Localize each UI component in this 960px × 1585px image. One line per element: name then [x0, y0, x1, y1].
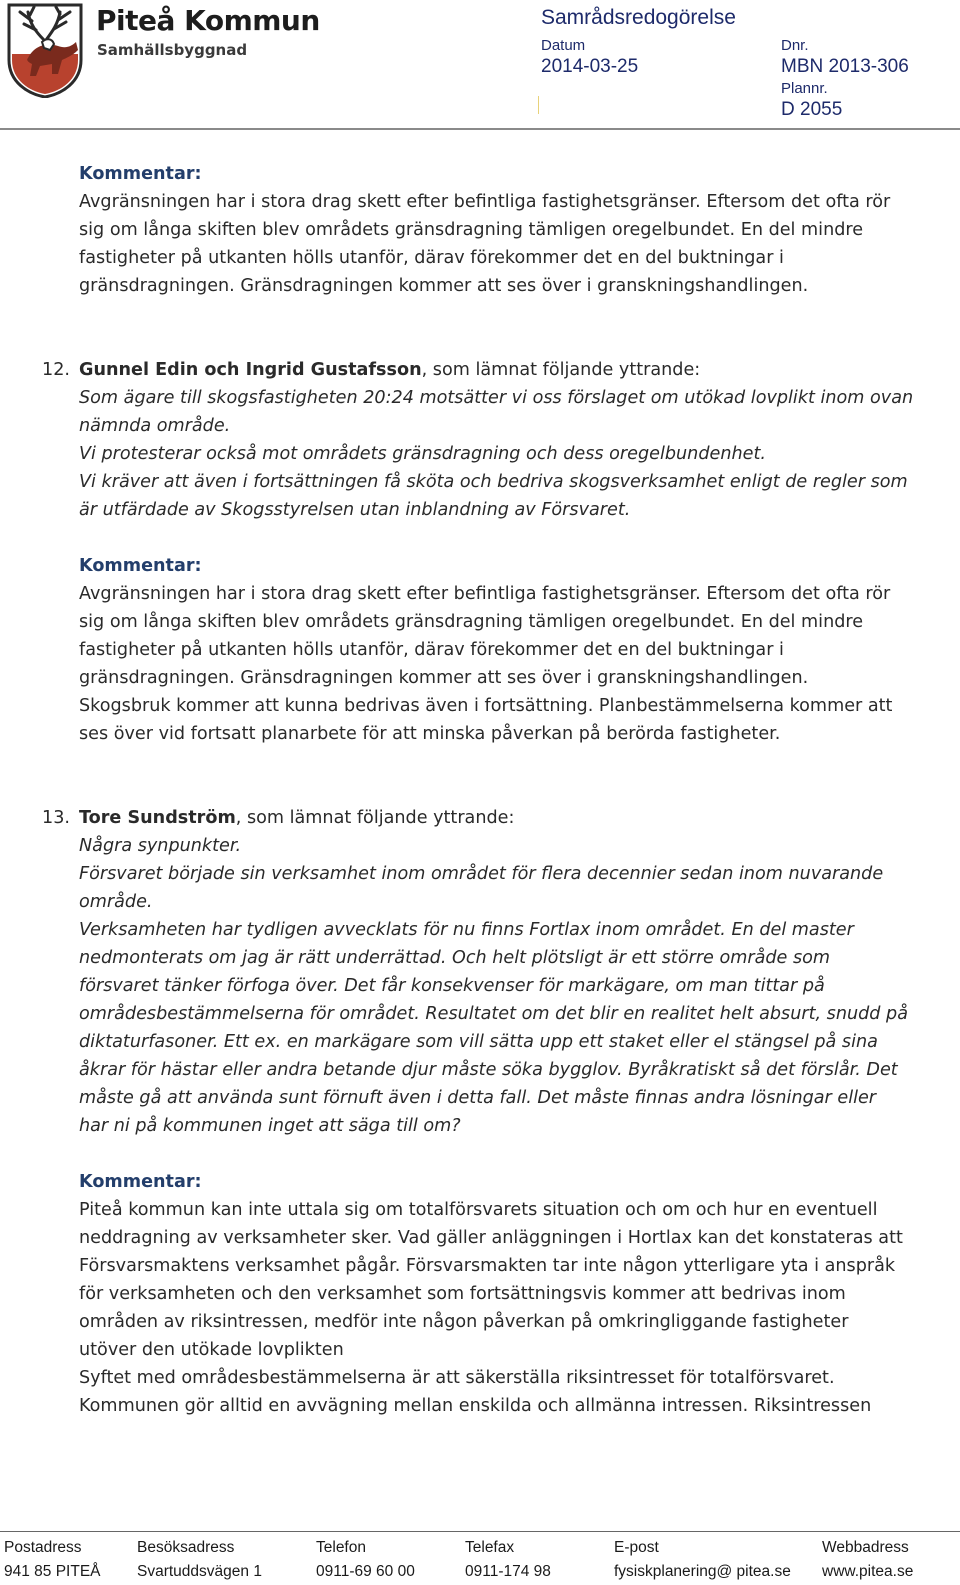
item-number: 13. [42, 808, 70, 828]
item-12-header [0, 356, 960, 384]
comment-heading: Kommentar: [79, 164, 202, 184]
footer-postadress-value: 941 85 PITEÅ [4, 1563, 101, 1580]
reindeer-crest-icon [6, 2, 84, 98]
footer-epost-link[interactable]: fysiskplanering@ pitea.se [614, 1563, 791, 1580]
org-name: Piteå Kommun [96, 4, 320, 37]
footer-telefon-label: Telefon [316, 1539, 366, 1556]
statement-line: Vi protesterar också mot områdets gränsdragning och dess oregelbundenhet. [79, 444, 766, 464]
statement-line: Verksamheten har tydligen avvecklats för nu finns Fortlax inom området. En del master [79, 920, 854, 940]
comment-line: Piteå kommun kan inte uttala sig om totalförsvarets situation och om och hur en eventuell [79, 1200, 878, 1220]
comment-line: områden av riksintressen, medför inte någon påverkan på omkringliggande fastigheter [79, 1312, 849, 1332]
dnr-value: MBN 2013-306 [781, 56, 909, 77]
respondent-name: Tore Sundström [79, 808, 236, 828]
statement-line: Som ägare till skogsfastigheten 20:24 motsätter vi oss förslaget om utökad lovplikt inom ovan [79, 388, 914, 408]
footer-telefax-value: 0911-174 98 [465, 1563, 551, 1580]
comment-line: Syftet med områdesbestämmelserna är att säkerställa riksintresset för totalförsvaret. [79, 1368, 835, 1388]
comment-line: ses över vid fortsatt planarbete för att minska påverkan på berörda fastigheter. [79, 724, 781, 744]
datum-label: Datum [541, 37, 586, 54]
comment-line: Avgränsningen har i stora drag skett efter befintliga fastighetsgränser. Eftersom det ofta rör [79, 192, 891, 212]
footer-telefon-value: 0911-69 60 00 [316, 1563, 415, 1580]
comment-line: sig om långa skiften blev områdets gränsdragning tämligen oregelbundet. En del mindre [79, 220, 864, 240]
plannr-label: Plannr. [781, 80, 828, 97]
comment-line: neddragning av verksamheter sker. Vad gäller anläggningen i Hortlax kan det konstateras att [79, 1228, 903, 1248]
comment-line: för verksamheten och den verksamhet som fortsättningsvis kommer att bedrivas inom [79, 1284, 846, 1304]
footer-postadress-label: Postadress [4, 1539, 82, 1556]
comment-heading: Kommentar: [79, 556, 202, 576]
comment-line: fastigheter på utkanten hölls utanför, därav förekommer det en del buktningar i [79, 640, 784, 660]
statement-line: har ni på kommunen inget att säga till om? [79, 1116, 461, 1136]
respondent-name: Gunnel Edin och Ingrid Gustafsson [79, 360, 422, 380]
comment-line: sig om långa skiften blev områdets gränsdragning tämligen oregelbundet. En del mindre [79, 612, 864, 632]
comment-line: Skogsbruk kommer att kunna bedrivas även i fortsättning. Planbestämmelserna kommer att [79, 696, 893, 716]
statement-line: är utfärdade av Skogsstyrelsen utan inblandning av Försvaret. [79, 500, 631, 520]
statement-line: nedmonterats om jag är rätt underrättad. Och helt plötsligt är ett större område som [79, 948, 831, 968]
statement-line: Vi kräver att även i fortsättningen få sköta och bedriva skogsverksamhet enligt de regler som [79, 472, 908, 492]
item-number: 12. [42, 360, 70, 380]
datum-value: 2014-03-25 [541, 56, 639, 77]
statement-line: område. [79, 892, 153, 912]
statement-line: områdesbestämmelserna för området. Resultatet om det blir en realitet helt absurt, snudd på [79, 1004, 909, 1024]
statement-line: Några synpunkter. [79, 836, 242, 856]
footer-divider [0, 1531, 960, 1532]
comment-line: utöver den utökade lovplikten [79, 1340, 344, 1360]
footer-webbadress-link[interactable]: www.pitea.se [822, 1563, 914, 1580]
footer-telefax-label: Telefax [465, 1539, 515, 1556]
comment-line: gränsdragningen. Gränsdragningen kommer att ses över i granskningshandlingen. [79, 668, 809, 688]
comment-line: gränsdragningen. Gränsdragningen kommer att ses över i granskningshandlingen. [79, 276, 809, 296]
comment-line: Avgränsningen har i stora drag skett efter befintliga fastighetsgränser. Eftersom det ofta rör [79, 584, 891, 604]
statement-line: Försvaret började sin verksamhet inom området för flera decennier sedan inom nuvarande [79, 864, 884, 884]
statement-line: nämnda område. [79, 416, 231, 436]
comment-line: fastigheter på utkanten hölls utanför, därav förekommer det en del buktningar i [79, 248, 784, 268]
statement-line: försvaret tänker förfoga över. Det får konsekvenser för markägare, om man tittar på [79, 976, 825, 996]
decorative-tick [538, 96, 539, 114]
dnr-label: Dnr. [781, 37, 809, 54]
org-department: Samhällsbyggnad [97, 41, 248, 59]
statement-line: måste gå att använda sunt förnuft även i detta fall. Det måste finnas andra lösningar eller [79, 1088, 877, 1108]
respondent-intro: , som lämnat följande yttrande: [235, 808, 515, 828]
header-divider [0, 128, 960, 130]
item-13-header [0, 804, 960, 832]
statement-line: diktaturfasoner. Ett ex. en markägare som vill sätta upp ett staket eller el stängsel på sina [79, 1032, 878, 1052]
statement-line: åkrar för hästar eller andra betande djur måste söka bygglov. Byråkratiskt så det förslår. Det [79, 1060, 898, 1080]
footer-besoksadress-label: Besöksadress [137, 1539, 235, 1556]
comment-heading: Kommentar: [79, 1172, 202, 1192]
footer-epost-label: E-post [614, 1539, 659, 1556]
footer-webbadress-label: Webbadress [822, 1539, 909, 1556]
respondent-intro: , som lämnat följande yttrande: [421, 360, 701, 380]
footer-besoksadress-value: Svartuddsvägen 1 [137, 1563, 262, 1580]
comment-line: Kommunen gör alltid en avvägning mellan enskilda och allmänna intressen. Riksintressen [79, 1396, 872, 1416]
plannr-value: D 2055 [781, 99, 843, 120]
comment-line: Försvarsmaktens verksamhet pågår. Försvarsmakten tar inte någon ytterligare yta i anspråk [79, 1256, 896, 1276]
document-title: Samrådsredogörelse [541, 6, 736, 29]
document-body [0, 160, 960, 1420]
